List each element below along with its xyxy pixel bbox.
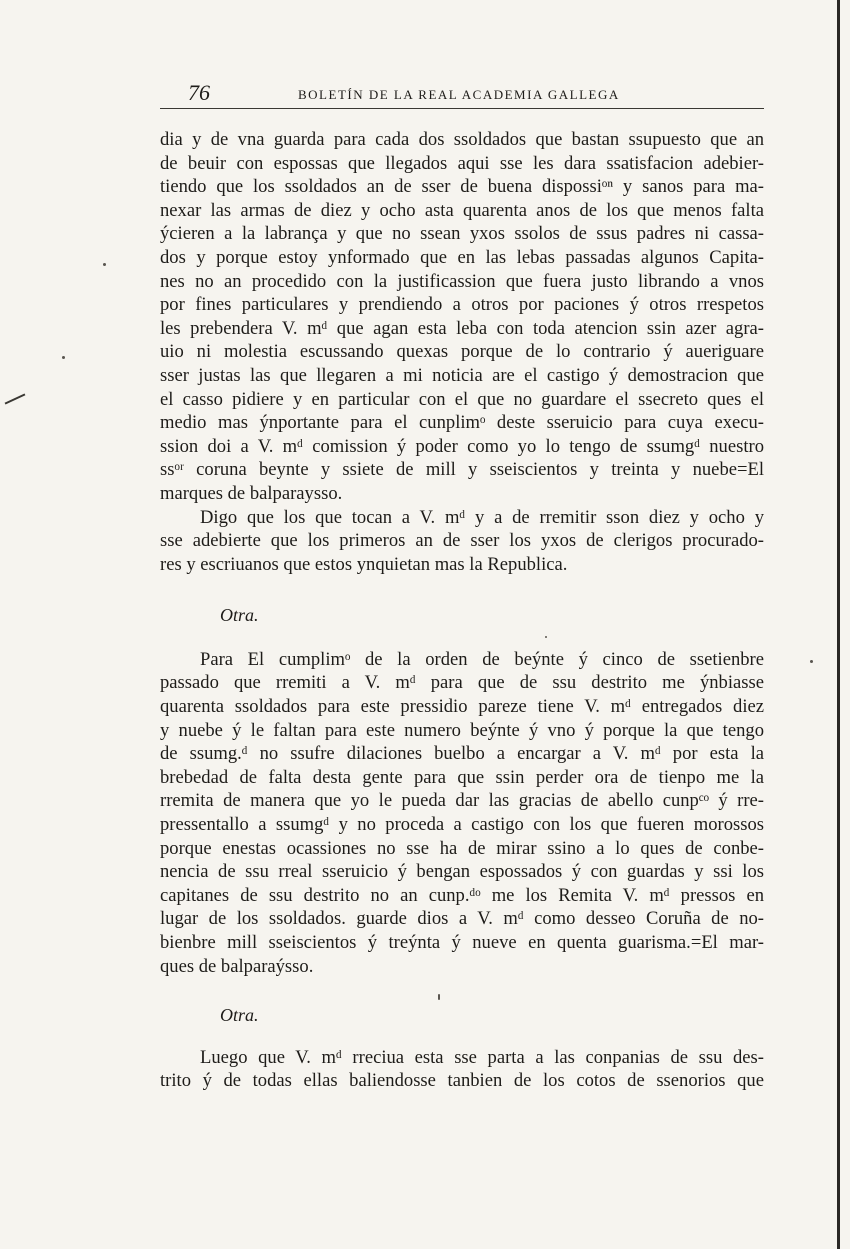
body-text	[160, 128, 764, 1093]
text-line: ssion doi a V. mᵈ comission ý poder como yo lo tengo de ssumgᵈ nuestro	[160, 435, 764, 457]
paragraph-2	[160, 506, 764, 577]
text-line: marques de balparaysso.	[160, 482, 343, 504]
text-line: bienbre mill sseiscientos ý treýnta ý nueve en quenta guarisma.=El mar-	[160, 932, 764, 953]
text-line: Digo que los que tocan a V. mᵈ y a de rremitir sson diez y ocho y	[200, 506, 764, 528]
margin-speck	[103, 263, 106, 266]
text-line: y nuebe ý le faltan para este numero beýnte ý vno ý porque la que tengo	[160, 719, 764, 741]
text-line: porque enestas ocassiones no sse ha de mirar ssino a lo ques de conbe-	[160, 837, 764, 859]
paragraph-1	[160, 128, 764, 506]
text-line: sse adebierte que los primeros an de sser los yxos de clerigos procurado-	[160, 530, 764, 552]
text-line: rremita de manera que yo le pueda dar las gracias de abello cunpᶜᵒ ý rre-	[160, 790, 764, 812]
text-line: nes no an procedido con la justificassion que fuera justo librando a vnos	[160, 270, 764, 292]
text-line: capitanes de ssu destrito no an cunp.ᵈᵒ me los Remita V. mᵈ pressos en	[160, 884, 764, 906]
text-line: Luego que V. mᵈ rreciua esta sse parta a las conpanias de ssu des-	[200, 1046, 764, 1068]
margin-speck	[810, 660, 813, 663]
text-line: Para El cumplimᵒ de la orden de beýnte ý cinco de ssetienbre	[200, 648, 764, 670]
text-line: les prebendera V. mᵈ que agan esta leba con toda atencion ssin azer agra-	[160, 317, 764, 339]
margin-speck	[62, 356, 65, 359]
margin-mark	[5, 393, 26, 404]
text-line: pressentallo a ssumgᵈ y no proceda a castigo con los que fueren morossos	[160, 814, 764, 836]
text-line: uio ni molestia escussando quexas porque de lo contrario ý aueriguare	[160, 341, 764, 363]
section-heading: Otra.	[220, 1005, 259, 1026]
text-line: ques de balparaýsso.	[160, 955, 314, 977]
text-line: brebedad de falta desta gente para que ssin perder ora de tienpo me la	[160, 766, 764, 788]
text-line: de beuir con espossas que llegados aqui sse les dara ssatisfacion adebier-	[160, 152, 764, 174]
section-heading: Otra.	[220, 605, 259, 626]
text-line: res y escriuanos que estos ynquietan mas la Republica.	[160, 553, 568, 575]
text-line: sser justas las que llegaren a mi noticia are el castigo ý demostracion que	[160, 364, 764, 386]
margin-speck	[438, 994, 440, 1000]
page-edge-shadow	[837, 0, 840, 1249]
text-line: medio mas ýnportante para el cunplimᵒ deste sseruicio para cuya execu-	[160, 412, 764, 434]
text-line: de ssumg.ᵈ no ssufre dilaciones buelbo a encargar a V. mᵈ por esta la	[160, 743, 764, 765]
paragraph-4	[160, 1046, 764, 1093]
text-line: nexar las armas de diez y ocho asta quarenta anos de los que menos falta	[160, 199, 764, 221]
running-head: BOLETÍN DE LA REAL ACADEMIA GALLEGA	[298, 87, 620, 102]
text-line: dos y porque estoy ynformado que en las lebas passadas algunos Capita-	[160, 246, 764, 268]
page-header	[160, 78, 764, 109]
text-line: ýcieren a la labrança y que no ssean yxos ssolos de ssus padres ni cassa-	[160, 223, 764, 245]
text-line: tiendo que los ssoldados an de sser de buena dispossiᵒⁿ y sanos para ma-	[160, 176, 764, 198]
text-line: nencia de ssu rreal sseruicio ý bengan espossados ý con guardas y ssi los	[160, 861, 764, 883]
text-line: ssᵒʳ coruna beynte y ssiete de mill y sseiscientos y treinta y nuebe=El	[160, 459, 764, 481]
text-line: dia y de vna guarda para cada dos ssoldados que bastan ssupuesto que an	[160, 129, 764, 150]
text-line: el casso pidiere y en particular con el que no guardare el ssecreto ques el	[160, 388, 764, 410]
text-line: lugar de los ssoldados. guarde dios a V. mᵈ como desseo Coruña de no-	[160, 908, 764, 930]
paragraph-3	[160, 648, 764, 978]
text-line: trito ý de todas ellas baliendosse tanbien de los cotos de ssenorios que	[160, 1070, 764, 1092]
text-line: passado que rremiti a V. mᵈ para que de ssu destrito me ýnbiasse	[160, 672, 764, 694]
page-number: 76	[188, 80, 210, 105]
text-line: por fines particulares y prendiendo a otros por paciones ý otros rrespetos	[160, 294, 764, 316]
margin-speck	[545, 636, 547, 638]
text-line: quarenta ssoldados para este pressidio pareze tiene V. mᵈ entregados diez	[160, 696, 764, 718]
